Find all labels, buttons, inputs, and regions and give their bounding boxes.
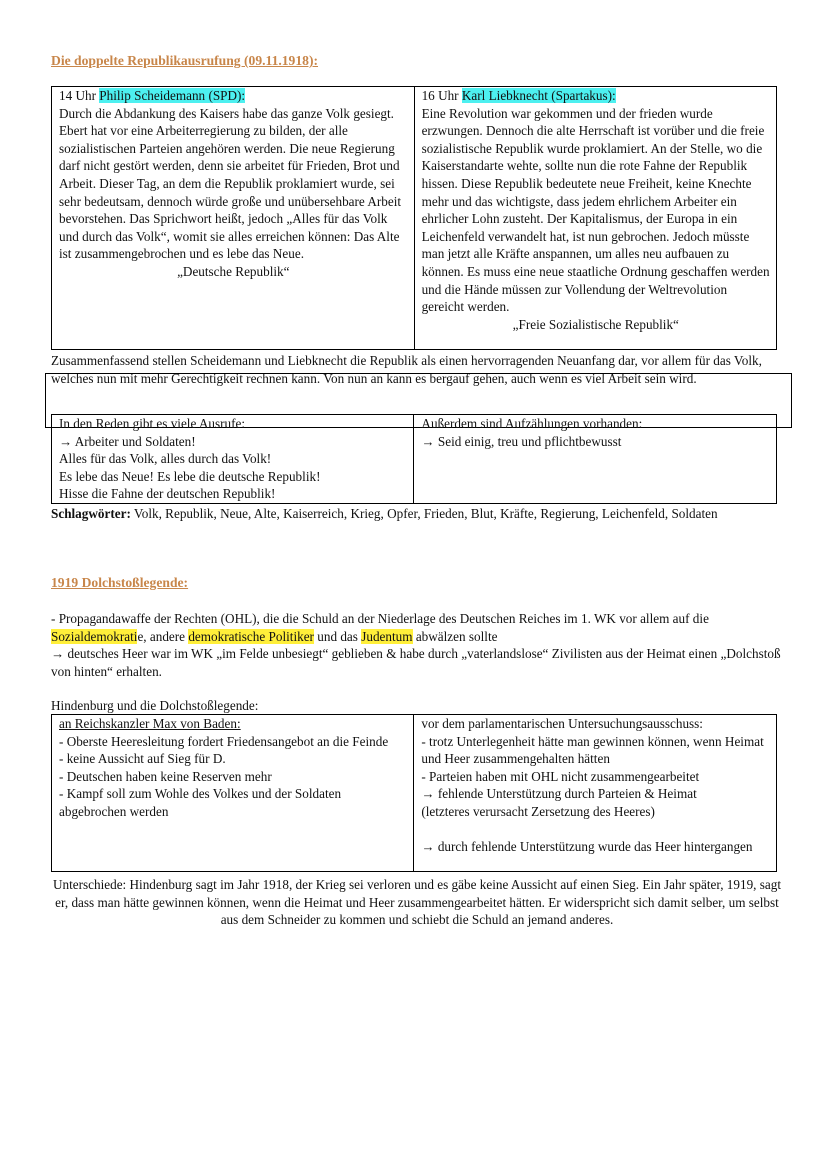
highlight-sozialdemokratie: Sozialdemokrati	[51, 628, 138, 644]
differences-paragraph: Unterschiede: Hindenburg sagt im Jahr 1918, der Krieg sei verloren und es gäbe keine Aussicht auf einen Sieg. Ein Jahr später, 1919, sagt er, dass man hätte gewinnen können, wenn die Heimat und Heer zusammengearbeitet hätten. Er widerspricht sich damit selber, um selbst aus dem Schneider zu kommen und schiebt die Schuld an jemand anderes.	[52, 877, 781, 928]
hindenburg-table	[51, 714, 777, 872]
intro-text-c: und das	[313, 628, 362, 644]
dolchstoss-intro	[51, 610, 783, 645]
enumerations-heading: Außerdem sind Aufzählungen vorhanden:	[421, 416, 643, 431]
right-item: → durch fehlende Unterstützung wurde das Heer hintergangen	[421, 839, 753, 855]
highlight-demokratische-politiker: demokratische Politiker	[188, 628, 314, 644]
liebknecht-quote: „Freie Sozialistische Republik“	[512, 316, 679, 332]
exclamations-cell	[52, 415, 414, 504]
section-heading-dolchstoss: 1919 Dolchstoßlegende:	[51, 575, 189, 590]
keywords-paragraph	[51, 505, 783, 523]
left-item: - keine Aussicht auf Sieg für D.	[59, 751, 226, 767]
speeches-table	[51, 86, 777, 350]
exclamations-heading: In den Reden gibt es viele Ausrufe:	[59, 416, 246, 431]
enumerations-cell	[414, 415, 777, 504]
scheidemann-quote: „Deutsche Republik“	[177, 263, 290, 279]
liebknecht-time: 16 Uhr	[421, 88, 459, 103]
intro-text-a: - Propagandawaffe der Rechten (OHL), die die Schuld an der Niederlage des Deutschen Reiches im 1. WK vor allem auf die	[51, 611, 709, 626]
scheidemann-name: Philip Scheidemann (SPD):	[99, 88, 246, 103]
rhetoric-table	[51, 414, 777, 504]
exclamation-item: Es lebe das Neue! Es lebe die deutsche Republik!	[59, 468, 321, 484]
intro-text-b: e, andere	[137, 628, 189, 644]
exclamation-item: Alles für das Volk, alles durch das Volk!	[59, 451, 272, 467]
liebknecht-name: Karl Liebknecht (Spartakus):	[461, 88, 616, 103]
highlight-judentum: Judentum	[361, 628, 413, 644]
scheidemann-text: Durch die Abdankung des Kaisers habe das ganze Volk gesiegt. Ebert hat vor eine Arbeiterregierung zu bilden, der alle sozialistischen Parteien angehören werden. Die neue Regierung darf nicht gestört werden, denn sie arbeitet für Frieden, Brot und Arbeit. Dieser Tag, an dem die Republik proklamiert wurde, sei sehr bedeutsam, dennoch würde große und unübersehbare Arbeit bevorstehen. Das Sprichwort heißt, jedoch „Alles für das Volk und durch das Volk“, womit sie alles erreichen können: Das Alte ist zusammengebrochen und es lebe das Neue.	[59, 105, 402, 262]
hindenburg-title: Hindenburg und die Dolchstoßlegende:	[51, 698, 259, 713]
left-item: - Kampf soll zum Wohle des Volkes und der Soldaten abgebrochen werden	[59, 786, 342, 819]
exclamation-item: → Arbeiter und Soldaten!	[59, 433, 196, 449]
scheidemann-cell	[52, 87, 415, 350]
left-item: - Oberste Heeresleitung fordert Friedensangebot an die Feinde	[59, 733, 389, 749]
right-item: (letzteres verursacht Zersetzung des Heeres)	[421, 803, 655, 819]
right-heading: vor dem parlamentarischen Untersuchungsausschuss:	[421, 716, 703, 731]
left-item: - Deutschen haben keine Reserven mehr	[59, 768, 272, 784]
hindenburg-left-cell	[52, 715, 414, 872]
section-heading-republikausrufung: Die doppelte Republikausrufung (09.11.1918):	[51, 53, 319, 68]
left-heading: an Reichskanzler Max von Baden:	[59, 716, 241, 731]
liebknecht-text: Eine Revolution war gekommen und der frieden wurde erzwungen. Dennoch die alte Herrschaft ist vorüber und die freie sozialistische Republik wurde proklamiert. An der Stelle, wo die Kaiserstandarte wehte, sollte nun die rote Fahne der Republik hissen. Diese Republik bedeutete neue Freiheit, keine Knechte mehr und das wichtigste, dass jedem ehrlichem Arbeiter ein ehrlicher Lohn zusteht. Der Kapitalismus, der Europa in ein Leichenfeld verwandelt hat, ist nun gebrochen. Jedoch müsste man jetzt alle Kräfte anspannen, um alles neu aufbauen zu können. Es muss eine neue staatliche Ordnung geschaffen werden und die Hände müssen zur Vollendung der Weltrevolution gereicht werden.	[421, 105, 770, 315]
enumeration-item: → Seid einig, treu und pflichtbewusst	[421, 433, 622, 449]
scheidemann-time: 14 Uhr	[59, 88, 96, 103]
right-item: → fehlende Unterstützung durch Parteien & Heimat	[421, 786, 697, 802]
dolchstoss-consequence: → deutsches Heer war im WK „im Felde unbesiegt“ geblieben & habe durch „vaterlandslose“ Zivilisten aus der Heimat einen „Dolchstoß von hinten“ erhalten.	[51, 646, 781, 679]
hindenburg-right-cell	[414, 715, 777, 872]
liebknecht-cell	[414, 87, 776, 350]
intro-text-d: abwälzen sollte	[412, 628, 498, 644]
summary-paragraph: Zusammenfassend stellen Scheidemann und Liebknecht die Republik als einen hervorragenden Neuanfang dar, vor allem für das Volk, welches nun mit mehr Gerechtigkeit rechnen kann. Von nun an kann es bergauf gehen, auch wenn es viel Arbeit sein wird.	[51, 353, 762, 386]
right-item: - trotz Unterlegenheit hätte man gewinnen können, wenn Heimat und Heer zusammengehalten hätten	[421, 733, 764, 767]
exclamation-item: Hisse die Fahne der deutschen Republik!	[59, 486, 276, 502]
keywords-label: Schlagwörter:	[51, 506, 131, 521]
keywords-list: Volk, Republik, Neue, Alte, Kaiserreich, Krieg, Opfer, Frieden, Blut, Kräfte, Regierung, Leichenfeld, Soldaten	[133, 506, 718, 521]
right-item: - Parteien haben mit OHL nicht zusammengearbeitet	[421, 768, 700, 784]
